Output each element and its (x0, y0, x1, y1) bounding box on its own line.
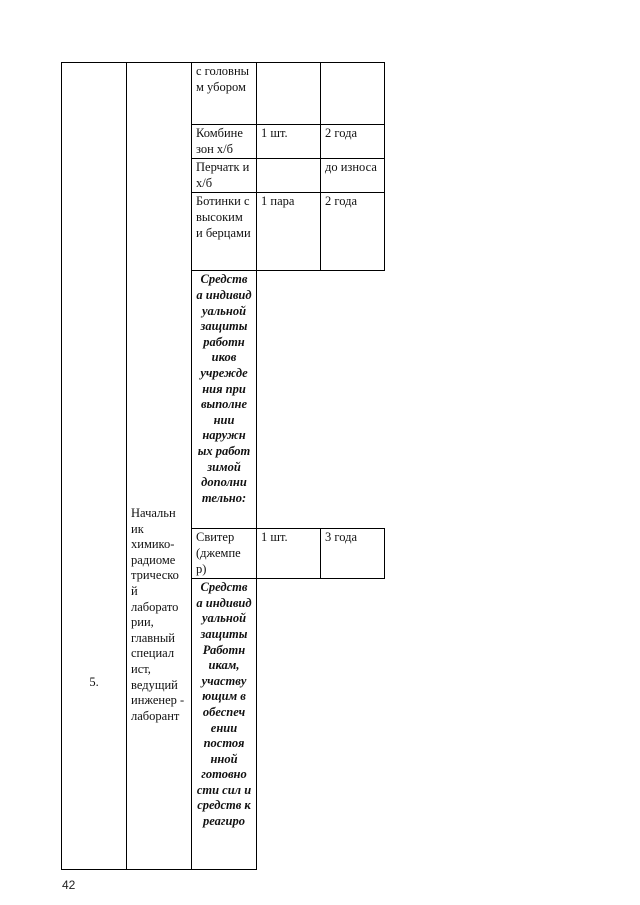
term-cell: 2 года (321, 193, 385, 271)
term-cell (321, 63, 385, 125)
qty-cell: 1 шт. (257, 125, 321, 159)
item-cell: Ботинки с высоким и берцами (192, 193, 257, 271)
item-cell: с головны м убором (192, 63, 257, 125)
ppe-table (61, 62, 385, 870)
item-cell: Комбине зон х/б (192, 125, 257, 159)
page-number: 42 (62, 878, 76, 892)
term-cell: 3 года (321, 529, 385, 579)
qty-cell (257, 159, 321, 193)
item-cell: Свитер (джемпе р) (192, 529, 257, 579)
qty-cell: 1 пара (257, 193, 321, 271)
section-heading: Средств а индивид уальной защиты работн иков учрежде ния при выполне нии наружн ых работ зимой дополни тельно: (192, 271, 257, 529)
item-cell: Перчатк и х/б (192, 159, 257, 193)
position-cell (127, 63, 192, 870)
qty-cell: 1 шт. (257, 529, 321, 579)
qty-cell (257, 63, 321, 125)
position-title: Начальн ик химико- радиоме трическо й лаборато рии, главный специал ист, ведущий инженер - лаборант (131, 506, 185, 723)
term-cell: 2 года (321, 125, 385, 159)
term-cell: до износа (321, 159, 385, 193)
row-number: 5. (89, 675, 99, 690)
section-heading: Средств а индивид уальной защиты Работн икам, участву ющим в обеспеч ении постоя нной готовно сти сил и средств к реагиро (192, 579, 257, 870)
row-number-cell (62, 63, 127, 870)
table-row (62, 63, 385, 125)
